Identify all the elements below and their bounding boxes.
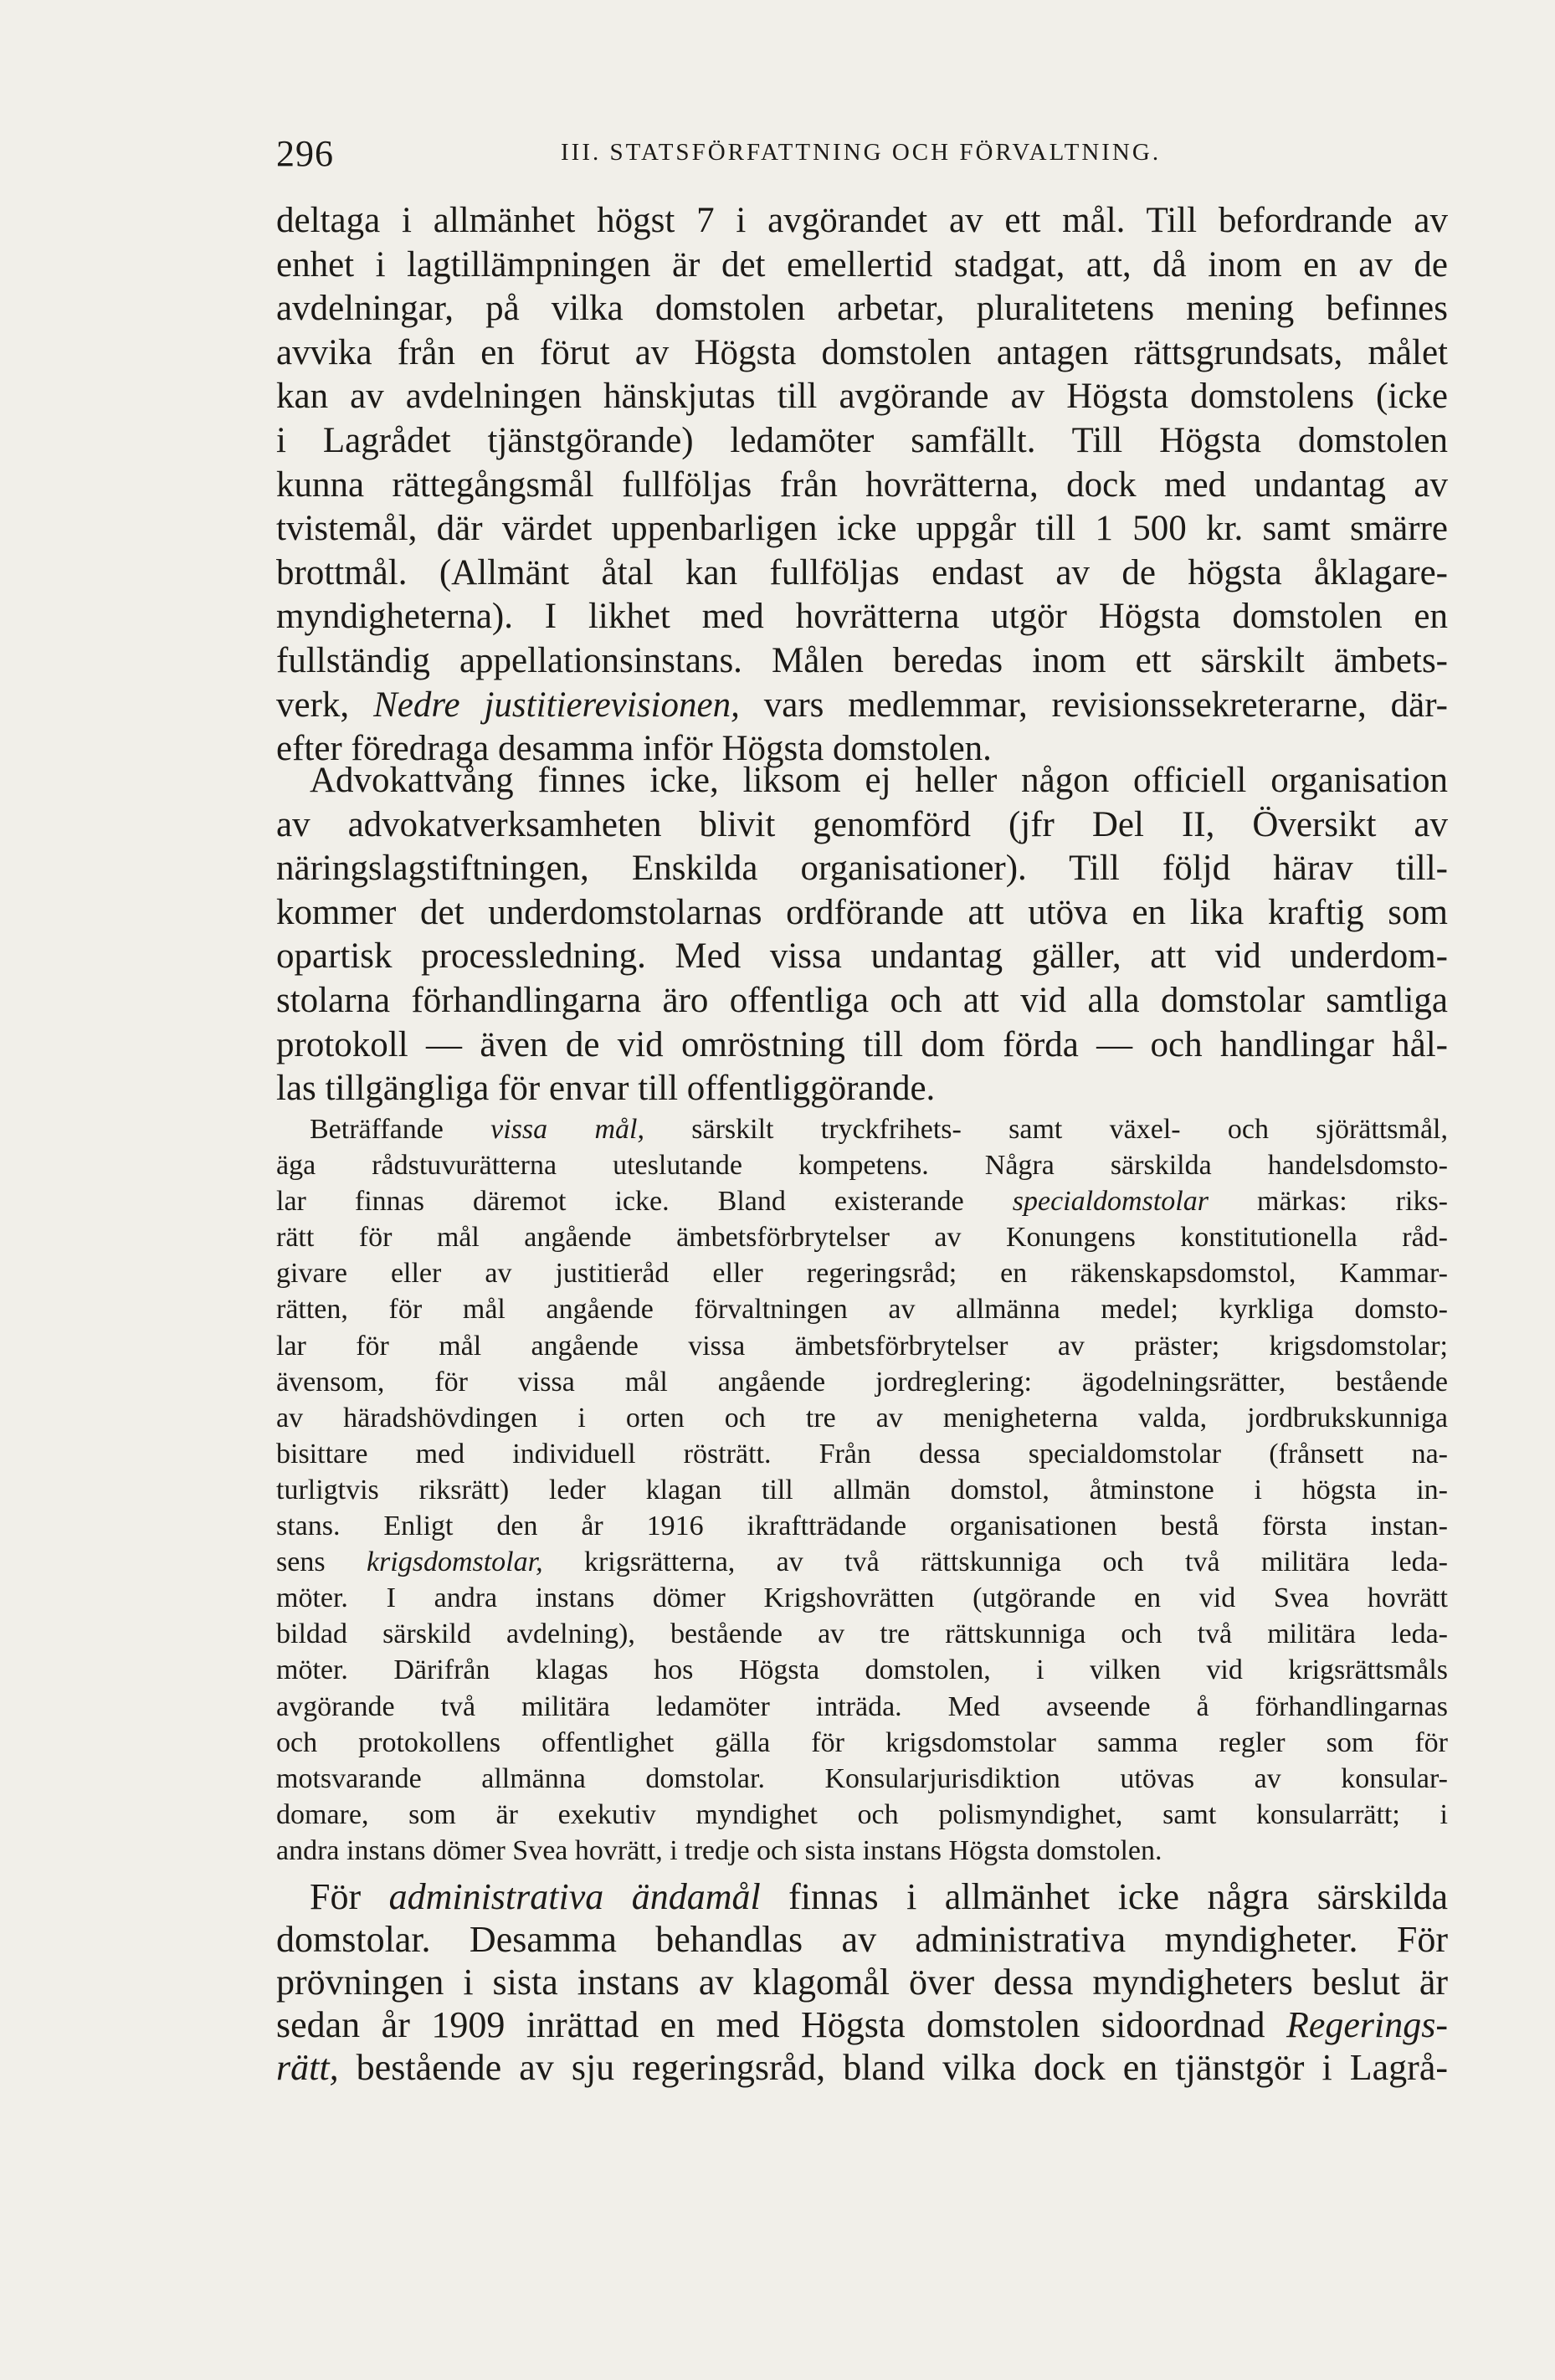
text-line: givare eller av justitieråd eller regeringsråd; en räkenskapsdomstol, Kammar- xyxy=(276,1258,1448,1290)
text-line xyxy=(276,1183,1448,1219)
text-line: möter. Därifrån klagas hos Högsta domstolen, i vilken vid krigsrättsmåls xyxy=(276,1654,1448,1686)
text-line: prövningen i sista instans av klagomål över dessa myndigheters beslut är xyxy=(276,1962,1448,2003)
text-line: näringslagstiftningen, Enskilda organisationer). Till följd härav till- xyxy=(276,849,1448,889)
text-line: kan av avdelningen hänskjutas till avgörande av Högsta domstolens (icke xyxy=(276,377,1448,417)
text-line: Advokattvång finnes icke, liksom ej heller någon officiell organisation xyxy=(310,761,1448,800)
italic-term: rätt, xyxy=(276,2047,339,2088)
paragraph-special-courts xyxy=(276,1111,1448,1869)
text-line: rätt för mål angående ämbetsförbrytelser av Konungens konstitutionella råd- xyxy=(276,1222,1448,1254)
text-line: och protokollens offentlighet gälla för krigsdomstolar samma regler som för xyxy=(276,1726,1448,1758)
page-header xyxy=(276,132,1448,182)
text-line: protokoll — även de vid omröstning till dom förda — och handlingar hål- xyxy=(276,1024,1448,1064)
text-line: möter. I andra instans dömer Krigshovrätten (utgörande en vid Svea hovrätt xyxy=(276,1582,1448,1614)
text-line: stans. Enligt den år 1916 ikraftträdande organisationen bestå första instan- xyxy=(276,1511,1448,1542)
text-line: myndigheterna). I likhet med hovrätterna utgör Högsta domstolen en xyxy=(276,597,1448,637)
text-line: fullständig appellationsinstans. Målen beredas inom ett särskilt ämbets- xyxy=(276,640,1448,680)
paragraph-administrative xyxy=(276,1875,1448,2089)
text-segment: verk, xyxy=(276,685,374,725)
text-line: äga rådstuvurätterna uteslutande kompetens. Några särskilda handelsdomsto- xyxy=(276,1150,1448,1182)
text-line: andra instans dömer Svea hovrätt, i tredje och sista instans Högsta domstolen. xyxy=(276,1834,1162,1866)
paragraph-courts xyxy=(276,199,1448,772)
text-line xyxy=(276,1875,1448,1918)
text-line: av advokatverksamheten blivit genomförd (jfr Del II, Översikt av xyxy=(276,804,1448,844)
text-line xyxy=(276,1544,1448,1580)
text-line: avdelningar, på vilka domstolen arbetar, pluralitetens mening befinnes xyxy=(276,289,1448,329)
text-line: domare, som är exekutiv myndighet och polismyndighet, samt konsularrätt; i xyxy=(276,1798,1448,1830)
text-line: avvika från en förut av Högsta domstolen antagen rättsgrundsats, målet xyxy=(276,332,1448,372)
text-line: motsvarande allmänna domstolar. Konsularjurisdiktion utövas av konsular- xyxy=(276,1762,1448,1794)
italic-term: Nedre justitierevisionen, xyxy=(373,685,740,725)
text-line xyxy=(276,2046,1448,2089)
running-title: III. STATSFÖRFATTNING OCH FÖRVALTNING. xyxy=(561,139,1162,166)
text-line: lar för mål angående vissa ämbetsförbrytelser av präster; krigsdomstolar; xyxy=(276,1330,1448,1362)
text-line: deltaga i allmänhet högst 7 i avgörandet av ett mål. Till befordrande av xyxy=(276,201,1448,240)
text-segment: lar finnas däremot icke. Bland existerande xyxy=(276,1186,1013,1218)
text-line xyxy=(276,2003,1448,2046)
text-segment: sens xyxy=(276,1546,367,1578)
text-line: bildad särskild avdelning), bestående av tre rättskunniga och två militära leda- xyxy=(276,1618,1448,1650)
text-segment: särskilt tryckfrihets- samt växel- och sjörättsmål, xyxy=(644,1114,1449,1145)
text-segment: vars medlemmar, revisionssekreterarne, där- xyxy=(739,685,1448,725)
text-line: efter föredraga desamma inför Högsta domstolen. xyxy=(276,729,992,769)
text-line: rätten, för mål angående förvaltningen av allmänna medel; kyrkliga domsto- xyxy=(276,1294,1448,1326)
text-line: kunna rättegångsmål fullföljas från hovrätterna, dock med undantag av xyxy=(276,464,1448,505)
text-line: i Lagrådet tjänstgörande) ledamöter samfällt. Till Högsta domstolen xyxy=(276,420,1448,460)
text-line: opartisk processledning. Med vissa undantag gäller, att vid underdom- xyxy=(276,936,1448,977)
italic-term: vissa mål, xyxy=(490,1114,644,1145)
text-line: brottmål. (Allmänt åtal kan fullföljas endast av de högsta åklagare- xyxy=(276,552,1448,592)
text-line: stolarna förhandlingarna äro offentliga och att vid alla domstolar samtliga xyxy=(276,980,1448,1020)
text-line: turligtvis riksrätt) leder klagan till allmän domstol, åtminstone i högsta in- xyxy=(276,1474,1448,1505)
text-line: las tillgängliga för envar till offentliggörande. xyxy=(276,1069,936,1109)
text-line: ävensom, för vissa mål angående jordreglering: ägodelningsrätter, bestående xyxy=(276,1366,1448,1398)
page-number: 296 xyxy=(276,133,334,174)
text-segment: sedan år 1909 inrättad en med Högsta domstolen sidoordnad xyxy=(276,2004,1286,2045)
text-line: domstolar. Desamma behandlas av administrativa myndigheter. För xyxy=(276,1919,1448,1960)
italic-term: administrativa ändamål xyxy=(388,1876,761,1917)
text-line: bisittare med individuell rösträtt. Från dessa specialdomstolar (frånsett na- xyxy=(276,1438,1448,1470)
text-segment: märkas: riks- xyxy=(1208,1186,1449,1218)
paragraph-advocacy xyxy=(276,759,1448,1111)
text-line xyxy=(276,1111,1448,1147)
text-segment: finnas i allmänhet icke några särskilda xyxy=(760,1876,1449,1917)
text-line: enhet i lagtillämpningen är det emellertid stadgat, att, då inom en av de xyxy=(276,244,1448,285)
italic-term: specialdomstolar xyxy=(1012,1186,1209,1218)
text-line xyxy=(276,684,1448,728)
text-line: tvistemål, där värdet uppenbarligen icke uppgår till 1 500 kr. samt smärre xyxy=(276,509,1448,549)
text-line: av häradshövdingen i orten och tre av menigheterna valda, jordbrukskunniga xyxy=(276,1402,1448,1434)
text-segment: För xyxy=(310,1876,389,1917)
italic-term: krigsdomstolar, xyxy=(366,1546,543,1578)
text-line: kommer det underdomstolarnas ordförande att utöva en lika kraftig som xyxy=(276,892,1448,932)
text-line: avgörande två militära ledamöter inträda. Med avseende å förhandlingarnas xyxy=(276,1690,1448,1722)
text-segment: bestående av sju regeringsråd, bland vilka dock en tjänstgör i Lagrå- xyxy=(338,2047,1448,2088)
text-segment: krigsrätterna, av två rättskunniga och två militära leda- xyxy=(542,1546,1449,1578)
text-segment: Beträffande xyxy=(310,1114,491,1145)
italic-term: Regerings- xyxy=(1286,2004,1448,2045)
